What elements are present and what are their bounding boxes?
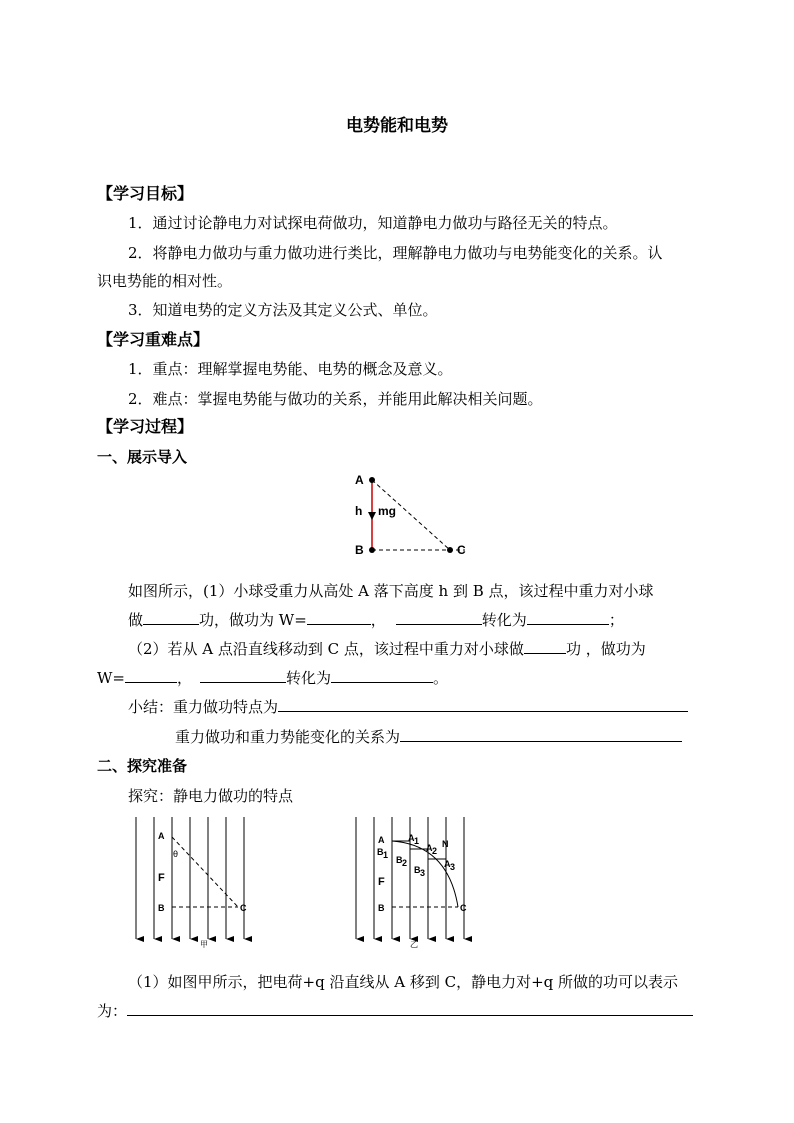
q1-line1: 如图所示，(1）小球受重力从高处 A 落下高度 h 到 B 点，该过程中重力对小球 <box>128 582 654 600</box>
summary-line1 <box>128 696 688 717</box>
label-b: B <box>378 903 385 913</box>
q1-text: 功，做功为 W= <box>199 611 307 629</box>
label-f: F <box>158 872 165 884</box>
goal-1: 1．通过讨论静电力对试探电荷做功，知道静电力做功与路径无关的特点。 <box>128 214 618 232</box>
q1-text: 转化为 <box>481 611 527 629</box>
point-c <box>447 547 453 553</box>
answer-blank[interactable] <box>396 610 482 625</box>
part1-heading: 一、展示导入 <box>97 448 188 466</box>
label-b: B <box>355 543 364 557</box>
q1-text: ； <box>608 611 624 629</box>
q1-text: ， <box>370 611 386 629</box>
label-b: B <box>158 903 165 913</box>
answer-blank[interactable] <box>143 610 199 625</box>
label-mg: mg <box>378 504 396 518</box>
q1-line2 <box>128 609 624 630</box>
point-b <box>369 547 375 553</box>
label-a3: A <box>444 859 451 869</box>
label-a2-sub: 2 <box>432 846 438 856</box>
answer-blank[interactable] <box>527 610 609 625</box>
q1-text: W= <box>97 669 125 687</box>
point-a <box>369 477 375 483</box>
q1-text: ， <box>177 669 193 687</box>
explore-label: 探究：静电力做功的特点 <box>128 787 294 805</box>
label-f: F <box>378 876 385 888</box>
label-a2: A <box>426 843 433 853</box>
caption-yi: 乙 <box>410 940 418 949</box>
figure-jia <box>128 815 262 949</box>
label-a: A <box>158 831 165 841</box>
answer-blank[interactable] <box>307 610 371 625</box>
q1-text: 转化为 <box>286 669 332 687</box>
caption-jia: 甲 <box>200 940 208 949</box>
label-b3: B <box>414 865 421 875</box>
gravity-figure <box>345 468 485 560</box>
q2-line2 <box>97 1000 693 1021</box>
answer-blank[interactable] <box>524 639 566 654</box>
keypoint-1: 1．重点：理解掌握电势能、电势的概念及意义。 <box>128 360 453 378</box>
goal-3: 3．知道电势的定义方法及其定义公式、单位。 <box>128 301 438 319</box>
part2-heading: 二、探究准备 <box>97 757 188 775</box>
answer-blank[interactable] <box>331 668 433 683</box>
q1-line3 <box>128 638 646 659</box>
summary-label: 小结：重力做功特点为 <box>128 698 279 716</box>
q1-text: 功 ，做功为 <box>565 640 646 658</box>
label-a: A <box>355 473 364 487</box>
answer-blank[interactable] <box>200 668 286 683</box>
q1-text: 。 <box>433 669 449 687</box>
label-b1: B <box>377 847 384 857</box>
label-b3-sub: 3 <box>420 868 426 878</box>
label-theta: θ <box>173 849 179 859</box>
label-a3-sub: 3 <box>450 862 456 872</box>
answer-blank[interactable] <box>278 697 688 712</box>
label-n: N <box>442 839 449 849</box>
summary-label: 重力做功和重力势能变化的关系为 <box>175 728 401 746</box>
q2-line1: （1）如图甲所示，把电荷+q 沿直线从 A 移到 C，静电力对+q 所做的功可以表示 <box>128 973 679 991</box>
label-c: C <box>460 903 467 913</box>
goals-heading: 【学习目标】 <box>97 184 194 203</box>
summary-line2 <box>175 726 682 747</box>
figure-yi <box>348 815 480 949</box>
q1-text: 做 <box>128 611 144 629</box>
label-h: h <box>355 504 363 518</box>
path-ac <box>172 837 238 907</box>
goal-2-cont: 识电势能的相对性。 <box>97 272 233 290</box>
q2-text: 为： <box>97 1002 128 1020</box>
page-title: 电势能和电势 <box>346 116 448 136</box>
q1-line4 <box>97 667 448 688</box>
keypoint-2: 2．难点：掌握电势能与做功的关系，并能用此解决相关问题。 <box>128 390 543 408</box>
label-b2: B <box>396 855 403 865</box>
answer-blank[interactable] <box>400 727 682 742</box>
answer-blank[interactable] <box>125 668 177 683</box>
label-a: A <box>378 835 385 845</box>
label-b2-sub: 2 <box>402 858 408 868</box>
process-heading: 【学习过程】 <box>97 417 194 436</box>
label-c: C <box>457 543 466 557</box>
label-a1-sub: 1 <box>414 836 420 846</box>
label-b1-sub: 1 <box>383 850 389 860</box>
keypoints-heading: 【学习重难点】 <box>97 330 210 349</box>
label-a1: A <box>408 833 415 843</box>
answer-blank[interactable] <box>127 1001 693 1016</box>
q1-text: （2）若从 A 点沿直线移动到 C 点，该过程中重力对小球做 <box>128 640 524 658</box>
label-c: C <box>240 903 247 913</box>
goal-2: 2．将静电力做功与重力做功进行类比，理解静电力做功与电势能变化的关系。认 <box>128 244 663 262</box>
mg-arrow <box>368 512 376 520</box>
